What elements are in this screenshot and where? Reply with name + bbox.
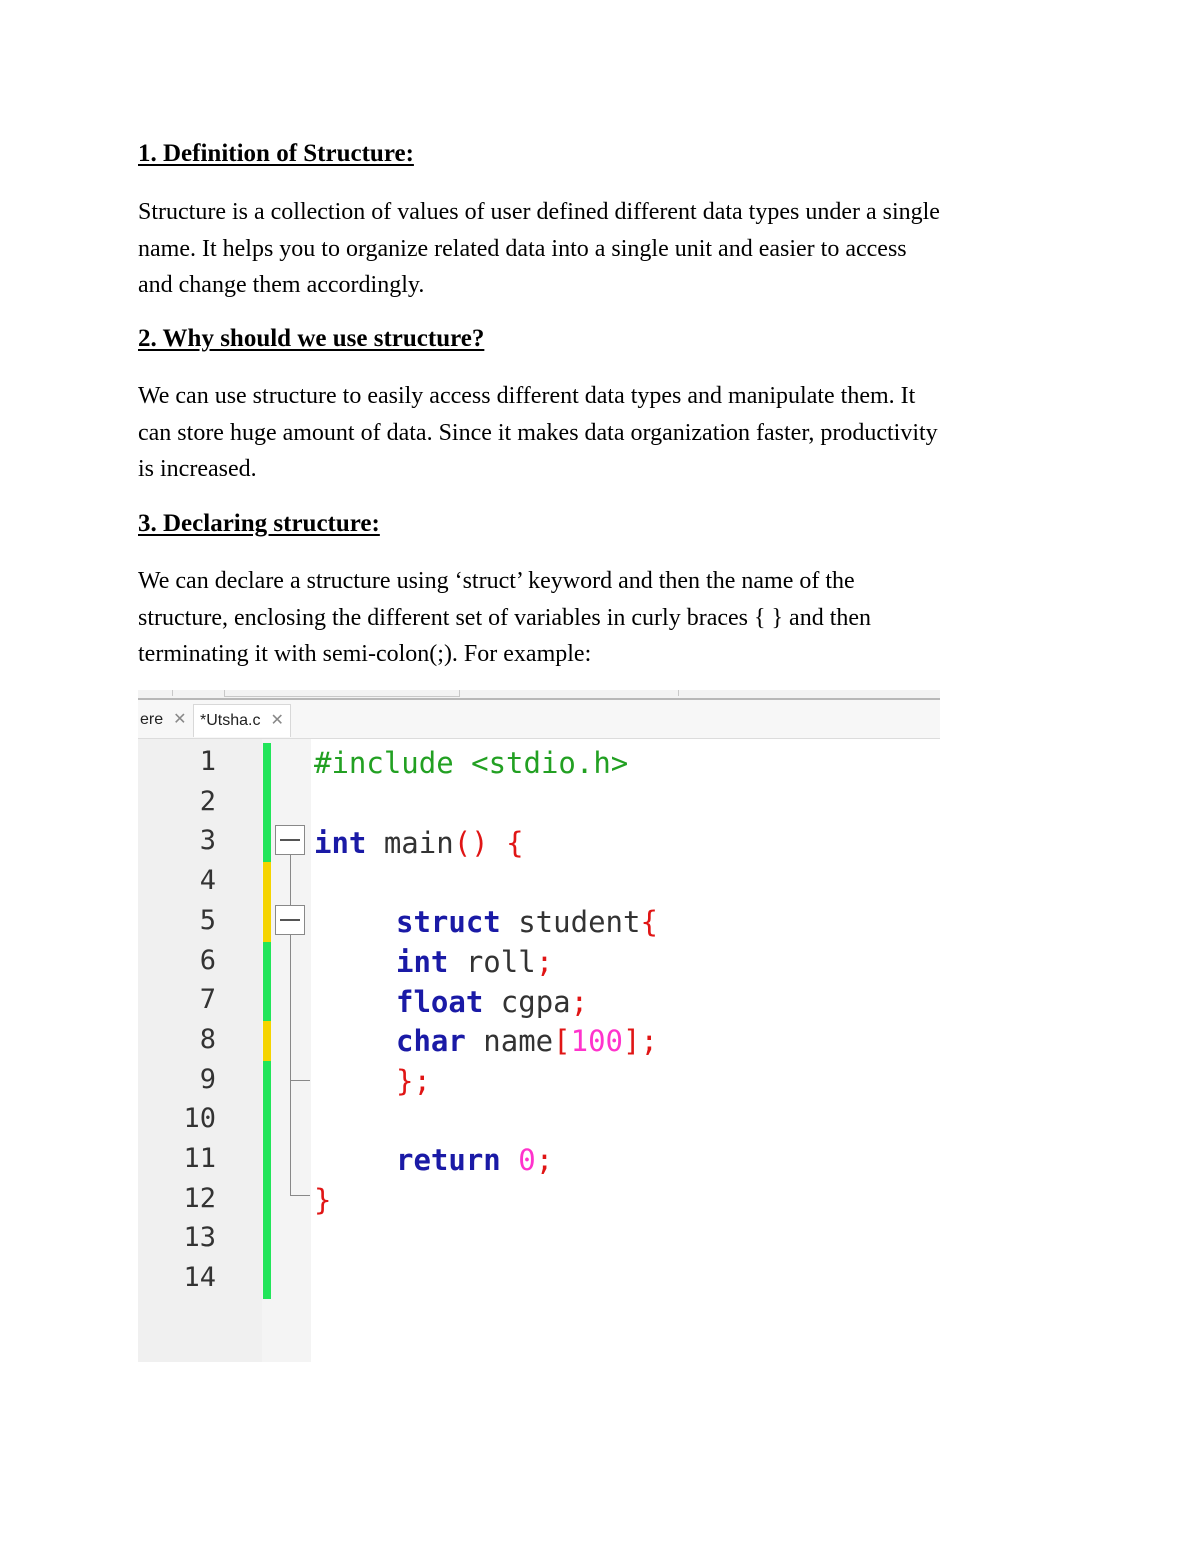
tab-label: ere: [140, 711, 164, 728]
line-number: 13: [183, 1222, 216, 1254]
code-token: main: [366, 826, 454, 860]
code-token: ;: [535, 945, 554, 979]
line-number: 2: [199, 785, 216, 817]
code-token: cgpa: [483, 985, 571, 1019]
code-token: student: [500, 905, 641, 939]
line-number: 8: [199, 1023, 216, 1055]
change-marker: [263, 942, 271, 982]
code-token: [501, 1143, 518, 1177]
line-number: 12: [183, 1182, 216, 1214]
code-line-8: [396, 1021, 658, 1061]
change-marker: [263, 1061, 271, 1101]
code-line-3: [314, 823, 524, 863]
line-number: 10: [183, 1103, 216, 1135]
code-token: int: [314, 826, 367, 860]
paragraph-line: Structure is a collection of values of user defined different data types under a single: [138, 199, 940, 225]
paragraph-line: We can declare a structure using ‘struct’ keyword and then the name of the: [138, 568, 855, 594]
change-marker: [263, 1259, 271, 1299]
paragraph-why-use: [138, 378, 1068, 488]
code-token: {: [640, 905, 658, 939]
change-marker: [263, 743, 271, 783]
editor-toolbar-strip: [138, 690, 940, 700]
code-token: };: [396, 1064, 431, 1098]
code-token: }: [314, 1183, 332, 1217]
code-token: {: [506, 826, 524, 860]
code-token: struct: [396, 905, 501, 939]
paragraph-line: structure, enclosing the different set of variables in curly braces { } and then: [138, 604, 872, 631]
tab-label: *Utsha.c: [200, 712, 261, 729]
paragraph-line: and change them accordingly.: [138, 272, 425, 298]
change-marker: [263, 902, 271, 942]
close-icon[interactable]: ✕: [270, 712, 284, 729]
code-token: float: [396, 985, 484, 1019]
code-token: [: [553, 1024, 571, 1058]
change-marker: [263, 1140, 271, 1180]
code-token: [489, 826, 506, 860]
fold-end-marker: [290, 1195, 310, 1196]
code-line-1: [314, 743, 628, 783]
line-number: 11: [183, 1143, 216, 1174]
code-token: name: [465, 1024, 554, 1058]
change-marker: [263, 1180, 271, 1220]
code-token: roll: [448, 945, 536, 979]
code-token: 100: [570, 1024, 624, 1058]
change-marker: [263, 822, 271, 862]
code-line-11: [396, 1140, 553, 1180]
tab-utsha-c[interactable]: [193, 704, 291, 737]
code-token: ;: [535, 1143, 554, 1177]
paragraph-line: can store huge amount of data. Since it makes data organization faster, productivity: [138, 419, 938, 446]
change-marker: [263, 862, 271, 902]
close-icon[interactable]: ✕: [173, 711, 187, 728]
change-marker: [263, 1219, 271, 1259]
paragraph-line: We can use structure to easily access different data types and manipulate them. It: [138, 383, 916, 409]
line-number: 3: [199, 825, 216, 857]
line-number: 7: [199, 984, 216, 1016]
section-heading-why-use: 2. Why should we use structure?: [138, 325, 485, 352]
change-marker: [263, 783, 271, 823]
code-line-12: [314, 1180, 331, 1220]
fold-toggle-struct[interactable]: [275, 905, 305, 935]
change-marker: [263, 1100, 271, 1140]
line-number: 5: [199, 904, 216, 936]
line-number: 9: [199, 1063, 216, 1095]
line-number: 14: [183, 1262, 216, 1294]
line-number: 4: [199, 865, 216, 897]
change-marker: [263, 981, 271, 1021]
section-heading-definition: 1. Definition of Structure:: [138, 140, 414, 167]
paragraph-declaring: [138, 563, 1068, 673]
fold-guide: [290, 935, 291, 1195]
tab-previous-file[interactable]: [138, 704, 193, 736]
code-token: ;: [570, 985, 589, 1019]
code-line-9: [396, 1061, 431, 1101]
paragraph-definition: [138, 194, 1068, 304]
editor-tab-bar: [138, 700, 940, 739]
code-token: return: [396, 1143, 501, 1177]
code-token: int: [396, 945, 449, 979]
fold-toggle-main[interactable]: [275, 825, 305, 855]
paragraph-line: terminating it with semi-colon(;). For example:: [138, 641, 592, 667]
paragraph-line: is increased.: [138, 456, 257, 482]
code-line-6: [396, 942, 553, 982]
paragraph-line: name. It helps you to organize related data into a single unit and easier to access: [138, 235, 907, 262]
fold-end-marker: [290, 1080, 310, 1081]
code-line-7: [396, 982, 588, 1022]
section-heading-declaring: 3. Declaring structure:: [138, 510, 380, 537]
change-marker: [263, 1021, 271, 1061]
code-token: char: [396, 1024, 466, 1058]
code-token: (): [453, 826, 489, 860]
code-token: #include <stdio.h>: [314, 746, 629, 780]
code-editor-screenshot: [138, 690, 940, 1362]
code-token: ];: [623, 1024, 658, 1058]
code-line-5: [396, 902, 658, 942]
line-number: 1: [199, 746, 216, 777]
fold-guide: [290, 855, 291, 905]
line-number: 6: [199, 944, 216, 976]
code-token: 0: [518, 1143, 536, 1177]
